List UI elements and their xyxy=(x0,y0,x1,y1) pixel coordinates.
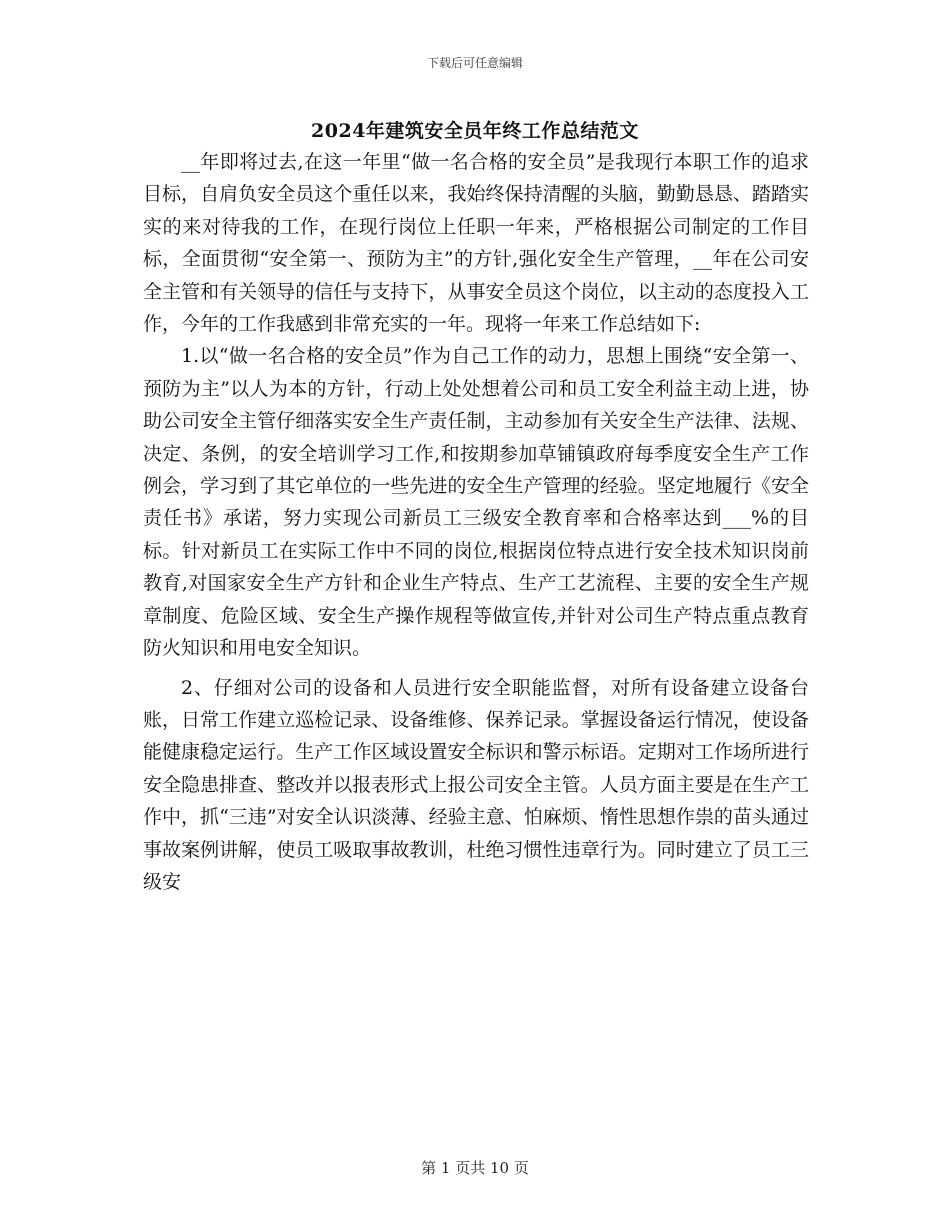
paragraph-item-2: 2、仔细对公司的设备和人员进行安全职能监督，对所有设备建立设备台账，日常工作建立巡检记录、设备维修、保养记录。掌握设备运行情况，使设备能健康稳定运行。生产工作区域设置安全标识和警示标语。定期对工作场所进行安全隐患排查、整改并以报表形式上报公司安全主管。人员方面主要是在生产工作中，抓“三违”对安全认识淡薄、经验主意、怕麻烦、惰性思想作祟的苗头通过事故案例讲解，使员工吸取事故教训，杜绝习惯性违章行为。同时建立了员工三级安 xyxy=(143,676,809,893)
page-header: 下载后可任意编辑 xyxy=(426,56,523,70)
document-title: 2024年建筑安全员年终工作总结范文 xyxy=(311,120,639,142)
document-body xyxy=(143,146,809,898)
page-number: 第 1 页共 10 页 xyxy=(421,1159,529,1177)
paragraph-intro: __年即将过去,在这一年里“做一名合格的安全员”是我现行本职工作的追求目标，自肩负安全员这个重任以来，我始终保持清醒的头脑，勤勤恳恳、踏踏实实的来对待我的工作，在现行岗位上任职一年来，严格根据公司制定的工作目标，全面贯彻“安全第一、预防为主”的方针,强化安全生产管理，__年在公司安全主管和有关领导的信任与支持下，从事安全员这个岗位，以主动的态度投入工作，今年的工作我感到非常充实的一年。现将一年来工作总结如下: xyxy=(143,151,809,336)
paragraph-item-1: 1.以“做一名合格的安全员”作为自己工作的动力，思想上围绕“安全第一、预防为主”以人为本的方针，行动上处处想着公司和员工安全利益主动上进，协助公司安全主管仔细落实安全生产责任制，主动参加有关安全生产法律、法规、决定、条例，的安全培训学习工作,和按期参加草铺镇政府每季度安全生产工作例会，学习到了其它单位的一些先进的安全生产管理的经验。坚定地履行《安全责任书》承诺，努力实现公司新员工三级安全教育率和合格率达到___%的目标。针对新员工在实际工作中不同的岗位,根据岗位特点进行安全技术知识岗前教育,对国家安全生产方针和企业生产特点、生产工艺流程、主要的安全生产规章制度、危险区域、安全生产操作规程等做宣传,并针对公司生产特点重点教育防火知识和用电安全知识。 xyxy=(143,345,809,660)
